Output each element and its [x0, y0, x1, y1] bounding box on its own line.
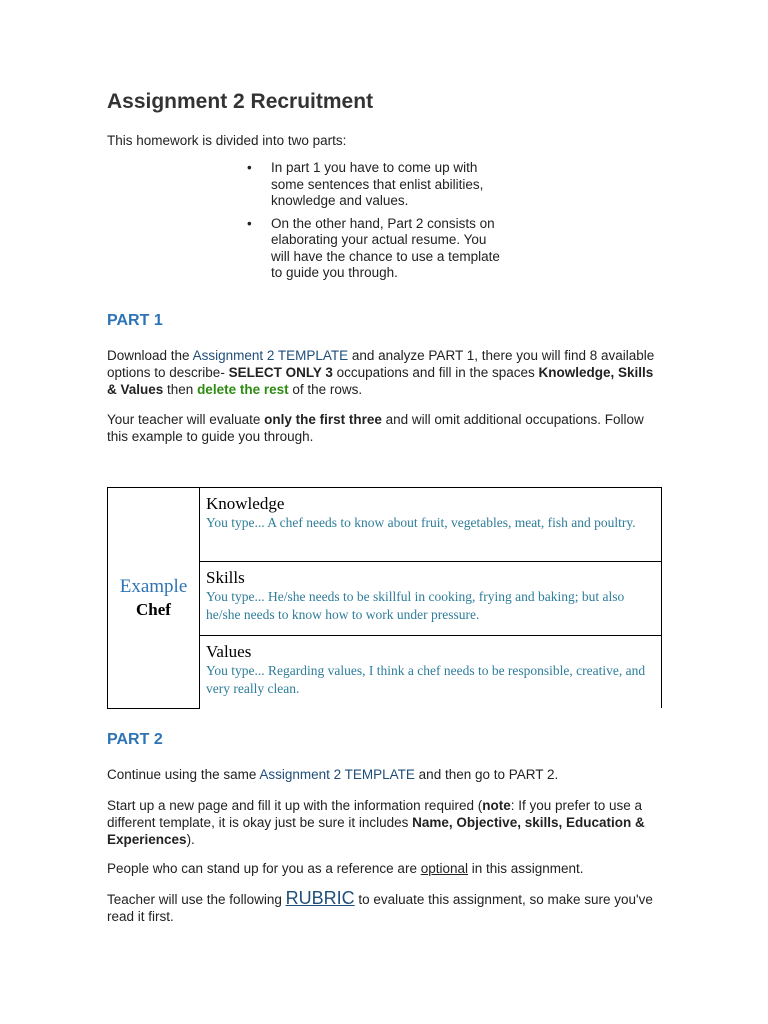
example-label-cell: [108, 488, 200, 709]
skills-cell: [200, 562, 662, 636]
text-run: Download the: [107, 348, 193, 363]
text-run: : If you prefer to use a different template, it is okay just be sure it includes: [107, 798, 643, 830]
cell-text: You type... A chef needs to know about fruit, vegetables, meat, fish and poultry.: [206, 515, 636, 530]
text-run: People who can stand up for you as a reference are: [107, 861, 421, 876]
text-run: and will omit additional occupations. Follow this example to guide you through.: [107, 412, 644, 444]
part2-paragraph-3: [107, 860, 662, 877]
list-item: [247, 160, 507, 210]
knowledge-cell: [200, 488, 662, 562]
page-title: Assignment 2 Recruitment: [107, 90, 374, 113]
cell-heading: Values: [206, 642, 252, 661]
bullet-text: On the other hand, Part 2 consists on elaborating your actual resume. You will have the chance to use a template to guide you through.: [271, 215, 500, 280]
required-items-text: Name, Objective, skills, Education & Experiences: [107, 815, 645, 847]
text-run: then: [163, 382, 198, 397]
note-text: note: [482, 798, 511, 813]
text-run: of the rows.: [288, 382, 363, 397]
part1-heading: PART 1: [107, 312, 163, 329]
text-run: and analyze PART 1, there you will find 8 available options to describe-: [107, 348, 655, 380]
intro-text: This homework is divided into two parts:: [107, 133, 347, 148]
text-run: Your teacher will evaluate: [107, 412, 265, 427]
part2-paragraph-1: [107, 766, 662, 783]
list-item: [247, 216, 507, 282]
select-only-3-text: SELECT ONLY 3: [228, 365, 333, 380]
part2-paragraph-2: [107, 797, 662, 848]
ksv-text: Knowledge, Skills & Values: [107, 365, 654, 397]
text-run: in this assignment.: [468, 861, 584, 876]
text-run: and then go to PART 2.: [414, 767, 559, 782]
bullet-icon: •: [247, 215, 252, 231]
part2-paragraph-4: [107, 890, 662, 925]
bullet-list: [247, 160, 507, 288]
text-run: to evaluate this assignment, so make sure you've read it first.: [107, 892, 653, 924]
rubric-link[interactable]: RUBRIC: [285, 888, 355, 908]
text-run: occupations and fill in the spaces: [332, 365, 539, 380]
text-run: ).: [186, 832, 195, 847]
bullet-icon: •: [247, 160, 252, 175]
part2-heading: PART 2: [107, 731, 163, 748]
template-link[interactable]: Assignment 2 TEMPLATE: [192, 348, 349, 363]
text-run: Continue using the same: [107, 767, 260, 782]
template-link[interactable]: Assignment 2 TEMPLATE: [259, 767, 415, 782]
values-cell: [200, 636, 662, 709]
bullet-text: In part 1 you have to come up with some sentences that enlist abilities, knowledge and values.: [271, 160, 484, 208]
example-table: [107, 487, 662, 709]
cell-heading: Skills: [206, 568, 245, 587]
delete-the-rest-text: delete the rest: [197, 382, 289, 397]
part1-paragraph-1: [107, 347, 662, 398]
example-label: Example: [119, 575, 188, 597]
occupation-label: Chef: [136, 599, 171, 619]
cell-text: You type... Regarding values, I think a chef needs to be responsible, creative, and very really clean.: [206, 663, 646, 696]
part1-paragraph-2: [107, 411, 662, 445]
text-run: Teacher will use the following: [107, 892, 286, 907]
first-three-text: only the first three: [264, 412, 382, 427]
text-run: Start up a new page and fill it up with the information required (: [107, 798, 483, 813]
cell-heading: Knowledge: [206, 494, 285, 513]
optional-text: optional: [420, 861, 468, 876]
table-row: [108, 488, 662, 562]
cell-text: You type... He/she needs to be skillful in cooking, frying and baking; but also he/she needs to know how to work under pressure.: [206, 589, 625, 622]
